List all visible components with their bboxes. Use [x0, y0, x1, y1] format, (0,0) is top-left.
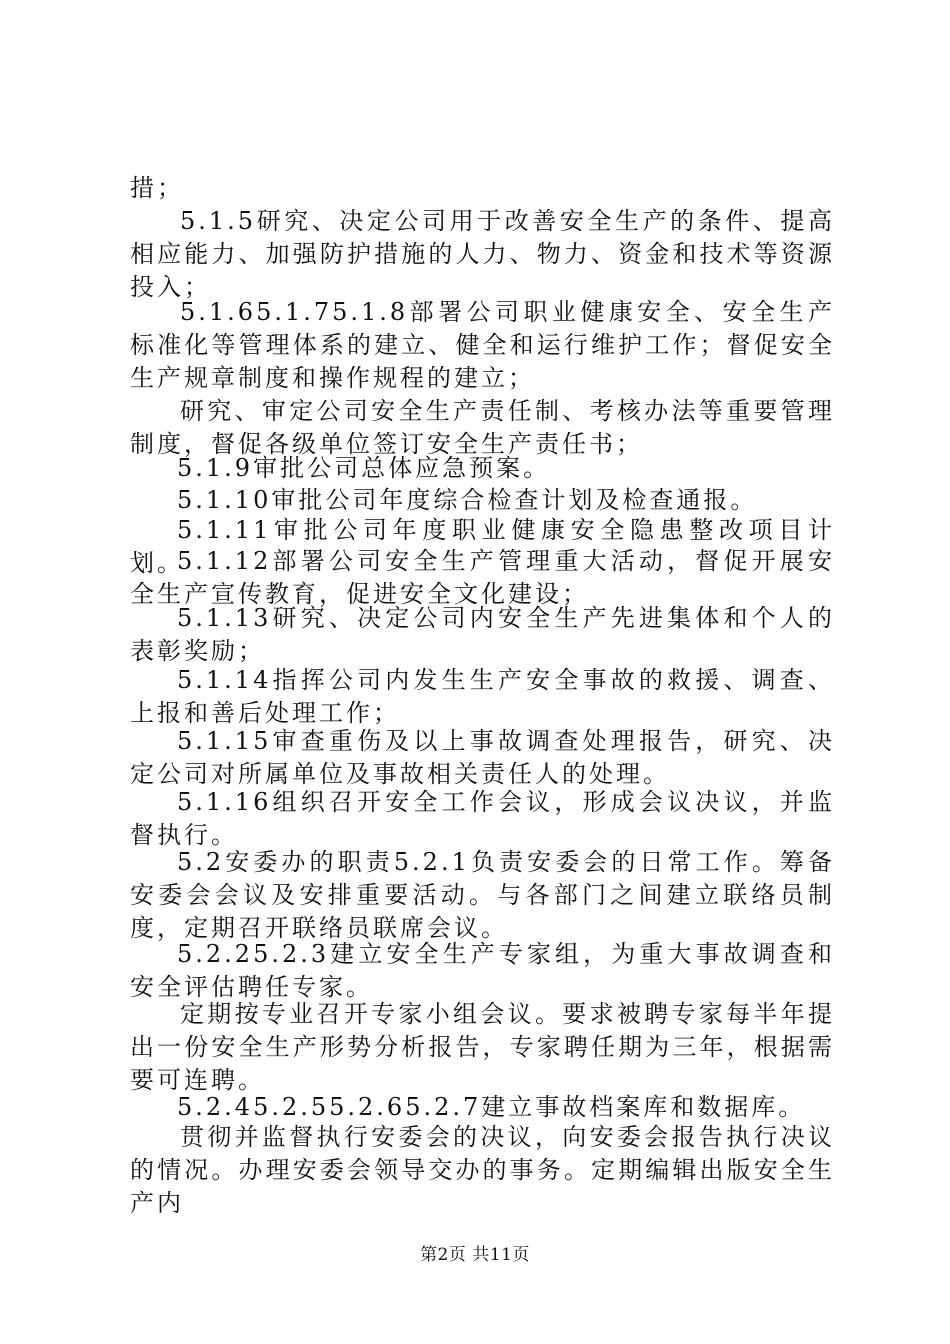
paragraph-continuation: 措； — [130, 174, 184, 202]
paragraph-5-2-2-to-3: 5.2.25.2.3建立安全生产专家组，为重大事故调查和安全评估聘任专家。 — [130, 940, 835, 1001]
paragraph-5-1-10: 5.1.10审批公司年度综合检查计划及检查通报。 — [177, 486, 758, 514]
paragraph-5-1-5: 5.1.5研究、决定公司用于改善安全生产的条件、提高相应能力、加强防护措施的人力、物力、资金和技术等资源投入； — [130, 207, 835, 301]
paragraph-implement-resolutions: 贯彻并监督执行安委会的决议，向安委会报告执行决议的情况。办理安委会领导交办的事务。定期编辑出版安全生产内 — [130, 1123, 835, 1217]
paragraph-5-1-11: 5.1.11审批公司年度职业健康安全隐患整改项目计划。 — [130, 516, 835, 577]
paragraph-5-1-12: 5.1.12部署公司安全生产管理重大活动，督促开展安全生产宣传教育，促进安全文化建设； — [130, 547, 835, 608]
page-number-footer: 第2页 共11页 — [420, 1245, 530, 1265]
paragraph-5-1-15: 5.1.15审查重伤及以上事故调查处理报告，研究、决定公司对所属单位及事故相关责任人的处理。 — [130, 727, 835, 788]
paragraph-5-1-14: 5.1.14指挥公司内发生生产安全事故的救援、调查、上报和善后处理工作； — [130, 666, 835, 727]
paragraph-5-1-16: 5.1.16组织召开安全工作会议，形成会议决议，并监督执行。 — [130, 788, 835, 849]
paragraph-5-1-6-to-8: 5.1.65.1.75.1.8部署公司职业健康安全、安全生产标准化等管理体系的建立、健全和运行维护工作；督促安全生产规章制度和操作规程的建立； — [130, 298, 835, 392]
paragraph-5-2: 5.2安委办的职责5.2.1负责安委会的日常工作。筹备安委会会议及安排重要活动。与各部门之间建立联络员制度，定期召开联络员联席会议。 — [130, 848, 835, 942]
paragraph-expert-meetings: 定期按专业召开专家小组会议。要求被聘专家每半年提出一份安全生产形势分析报告，专家聘任期为三年，根据需要可连聘。 — [130, 1000, 835, 1094]
paragraph-5-1-13: 5.1.13研究、决定公司内安全生产先进集体和个人的表彰奖励； — [130, 604, 835, 665]
paragraph-5-2-4-to-7: 5.2.45.2.55.2.65.2.7建立事故档案库和数据库。 — [177, 1093, 806, 1121]
paragraph-5-1-9: 5.1.9审批公司总体应急预案。 — [177, 454, 551, 482]
paragraph-responsibility-system: 研究、审定公司安全生产责任制、考核办法等重要管理制度，督促各级单位签订安全生产责任书； — [130, 397, 835, 458]
